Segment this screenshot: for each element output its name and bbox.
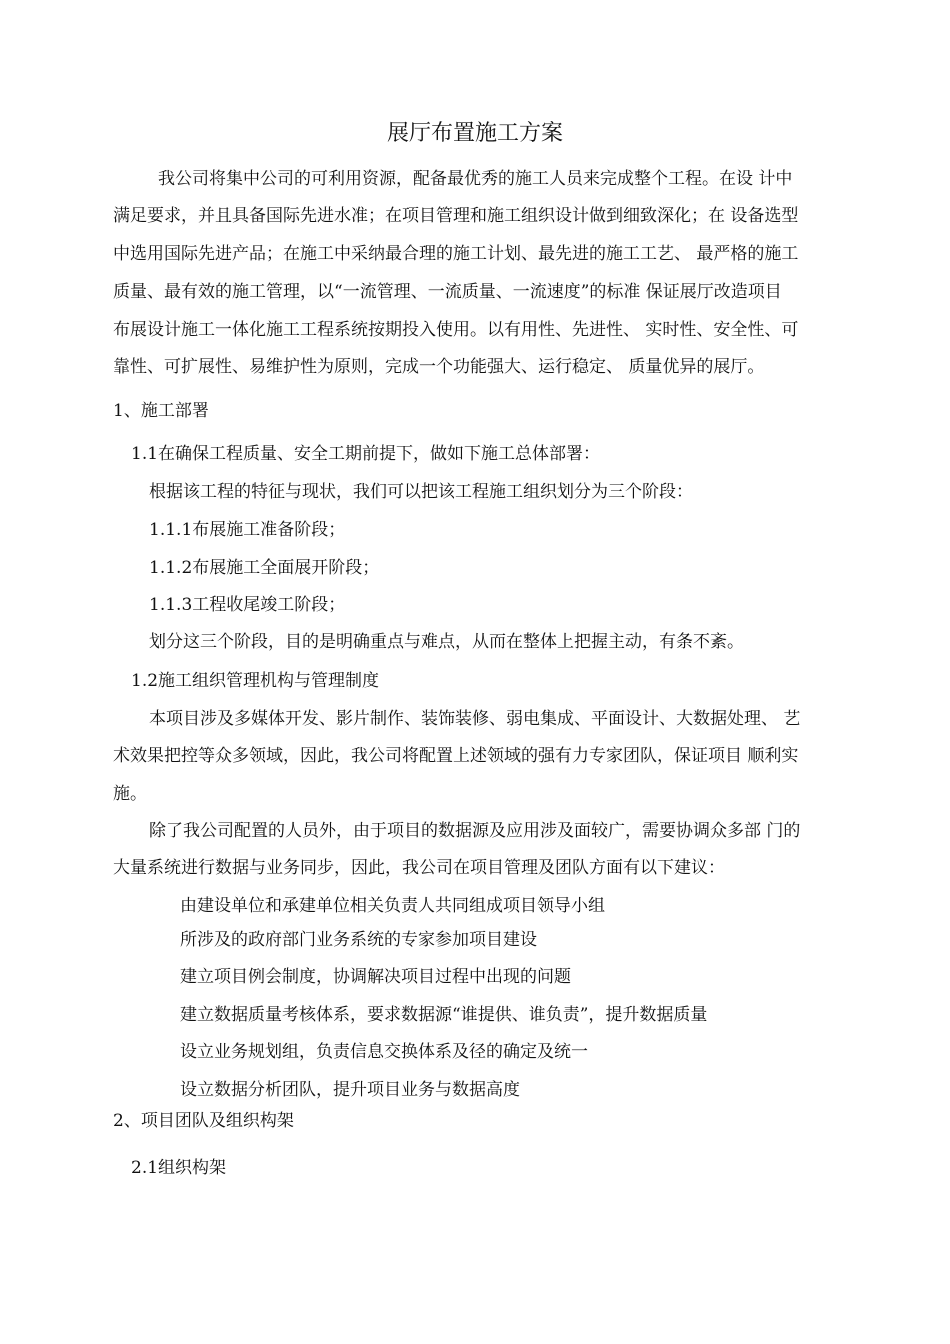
- subsection-1-2-paragraph-line: 大量系统进行数据与业务同步，因此，我公司在项目管理及团队方面有以下建议：: [113, 858, 725, 878]
- subsection-1-1-heading: 1.1在确保工程质量、安全工期前提下，做如下施工总体部署：: [131, 444, 601, 464]
- subsection-1-2-paragraph-line: 术效果把控等众多领域，因此，我公司将配置上述领域的强有力专家团队，保证项目 顺利实: [113, 746, 799, 766]
- suggestion-item: 所涉及的政府部门业务系统的专家参加项目建设: [180, 930, 537, 950]
- subsection-2-1-heading: 2.1组织构架: [131, 1158, 227, 1178]
- suggestion-item: 建立项目例会制度，协调解决项目过程中出现的问题: [180, 967, 571, 987]
- section-2-heading: 2、项目团队及组织构架: [113, 1111, 294, 1131]
- intro-line: 中选用国际先进产品；在施工中采纳最合理的施工计划、最先进的施工工艺、 最严格的施工: [113, 244, 799, 264]
- intro-line: 满足要求，并且具备国际先进水准；在项目管理和施工组织设计做到细致深化；在 设备选型: [113, 206, 799, 226]
- intro-line: 质量、最有效的施工管理，以“一流管理、一流质量、一流速度”的标准 保证展厅改造项目: [113, 282, 782, 302]
- suggestion-item: 建立数据质量考核体系，要求数据源“谁提供、谁负责”，提升数据质量: [180, 1005, 708, 1025]
- subsection-1-2-paragraph-line: 除了我公司配置的人员外，由于项目的数据源及应用涉及面较广，需要协调众多部 门的: [149, 821, 801, 841]
- intro-line: 我公司将集中公司的可利用资源，配备最优秀的施工人员来完成整个工程。在设 计中: [158, 169, 793, 189]
- intro-line: 靠性、可扩展性、易维护性为原则，完成一个功能强大、运行稳定、 质量优异的展厅。: [113, 357, 765, 377]
- subsection-1-1-summary: 划分这三个阶段，目的是明确重点与难点，从而在整体上把握主动，有条不紊。: [149, 632, 744, 652]
- section-1-heading: 1、施工部署: [113, 401, 209, 421]
- suggestion-item: 设立数据分析团队，提升项目业务与数据高度: [180, 1080, 520, 1100]
- stage-item: 1.1.2布展施工全面展开阶段；: [149, 558, 380, 578]
- stage-item: 1.1.1布展施工准备阶段；: [149, 520, 346, 540]
- suggestion-item: 由建设单位和承建单位相关负责人共同组成项目领导小组: [180, 896, 605, 916]
- document-title: 展厅布置施工方案: [386, 121, 563, 146]
- intro-line: 布展设计施工一体化施工工程系统按期投入使用。以有用性、先进性、 实时性、安全性、可: [113, 320, 799, 340]
- suggestion-item: 设立业务规划组，负责信息交换体系及径的确定及统一: [180, 1042, 588, 1062]
- subsection-1-2-paragraph-line: 本项目涉及多媒体开发、影片制作、装饰装修、弱电集成、平面设计、大数据处理、 艺: [149, 709, 801, 729]
- stage-item: 1.1.3工程收尾竣工阶段；: [149, 595, 346, 615]
- subsection-1-2-paragraph-line: 施。: [113, 784, 147, 804]
- subsection-1-2-heading: 1.2施工组织管理机构与管理制度: [131, 671, 380, 691]
- subsection-1-1-intro: 根据该工程的特征与现状，我们可以把该工程施工组织划分为三个阶段：: [149, 482, 693, 502]
